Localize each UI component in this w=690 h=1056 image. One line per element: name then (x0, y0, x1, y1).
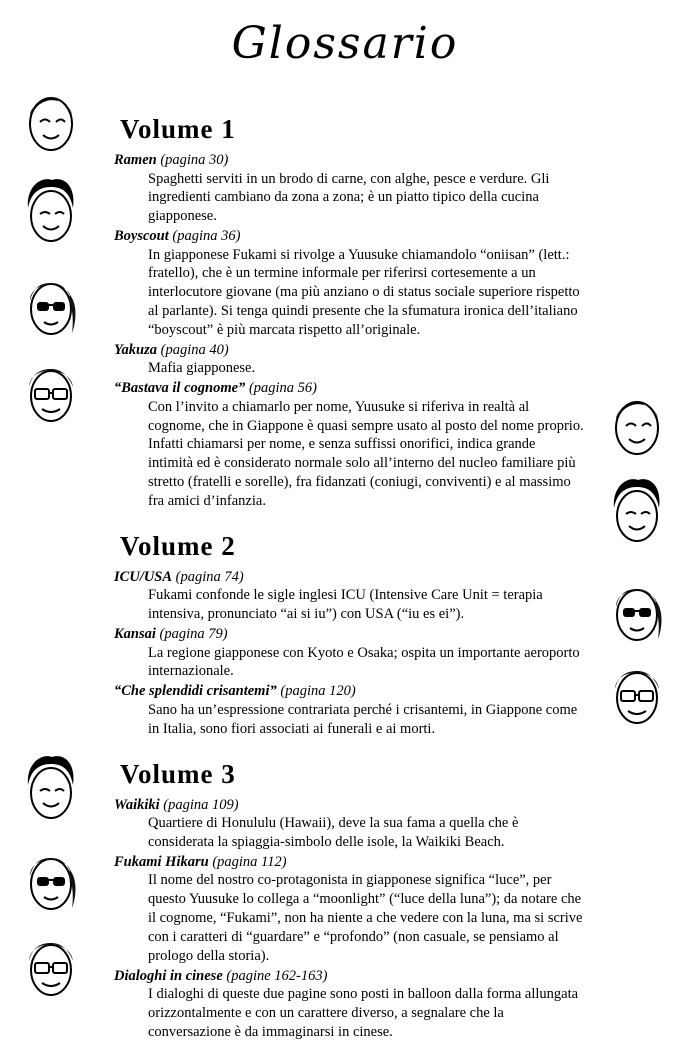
entry-body: I dialoghi di queste due pagine sono posti in balloon dalla forma allungata orizzontalmente e con un carattere diverso, a segnalare che la conversazione è da immaginarsi in cinese. (148, 986, 579, 1040)
entry-heading (114, 568, 584, 587)
entry-heading (114, 853, 584, 872)
volume-section-3 (114, 759, 584, 1042)
entry-heading (114, 379, 584, 398)
glossary-content (114, 114, 584, 1056)
entry-page-ref: (pagina 79) (159, 626, 228, 643)
entry-term: ICU/USA (114, 568, 173, 585)
glossary-entry (114, 853, 584, 966)
face-glasses-man-icon (18, 354, 84, 432)
entry-term: Yakuza (114, 341, 157, 358)
entry-body: Mafia giapponese. (148, 360, 256, 377)
entry-page-ref: (pagina 112) (212, 853, 287, 870)
entry-body: Il nome del nostro co-protagonista in giapponese significa “luce”, per questo Yuusuke lo collega a “moonlight” (“luce della luna”); da notare che il cognome, “Fukami”, non ha niente a che vedere con la luna, ma si scrive con i caratteri di “guardare” e “profondo” (non casuale, se pensiamo al prologo della storia). (148, 872, 583, 964)
entry-heading (114, 151, 584, 170)
glossary-entry (114, 967, 584, 1042)
face-dark-hair-smiling-icon (604, 472, 670, 550)
face-dark-hair-smiling-icon (18, 749, 84, 827)
entry-page-ref: (pagina 36) (172, 228, 241, 245)
entry-page-ref: (pagina 120) (280, 683, 356, 700)
entry-heading (114, 682, 584, 701)
entry-body: Con l’invito a chiamarlo per nome, Yuusuke si riferiva in realtà al cognome, che in Giappone è quasi sempre usato al posto del nome proprio. Infatti chiamarsi per nome, e senza suffissi onorifici, indica grande intimità ed è considerato normale solo all’interno del nucleo familiare più stretto (fratelli e sorelle), fra fidanzati (coniugi, conviventi) e al massimo fra amici d’infanzia. (148, 398, 584, 509)
glossary-entry (114, 341, 584, 378)
entry-body: Quartiere di Honululu (Hawaii), deve la sua fama a quella che è considerata la spiaggia-simbolo delle isole, la Waikiki Beach. (148, 815, 519, 850)
face-glasses-man-icon (604, 656, 670, 734)
entry-heading (114, 796, 584, 815)
entry-body: Sano ha un’espressione contrariata perché i crisantemi, in Giappone come in Italia, sono fiori associati ai funerali e ai morti. (148, 701, 578, 737)
face-sunglasses-long-hair-icon (18, 842, 84, 920)
entry-page-ref: (pagina 109) (163, 796, 239, 813)
entry-heading (114, 967, 584, 986)
entry-term: “Bastava il cognome” (114, 380, 246, 397)
face-closed-eyes-light-hair-icon (604, 386, 670, 464)
volume-heading-1: Volume 1 (120, 114, 236, 144)
entry-body: La regione giapponese con Kyoto e Osaka; ospita un importante aeroporto internazionale. (148, 644, 580, 680)
face-sunglasses-long-hair-icon (604, 573, 670, 651)
entry-body: In giapponese Fukami si rivolge a Yuusuke chiamandolo “oniisan” (lett.: fratello), che è un termine informale per riferirsi cortesemente a un interlocutore giovane (ma più anziano o di status sociale superiore rispetto al parlante). Si tenga quindi presente che la sfumatura ironica dell’italiano “boyscout” è più marcata rispetto all’originale. (148, 246, 580, 338)
glossary-entry (114, 568, 584, 624)
glossary-entry (114, 682, 584, 738)
glossary-entry (114, 151, 584, 226)
entry-page-ref: (pagina 74) (175, 568, 244, 585)
face-closed-eyes-light-hair-icon (18, 82, 84, 160)
entry-page-ref: (pagina 30) (160, 152, 229, 168)
face-sunglasses-long-hair-icon (18, 267, 84, 345)
volume-section-2 (114, 531, 584, 739)
entry-term: “Che splendidi crisantemi” (114, 683, 277, 700)
entry-page-ref: (pagine 162-163) (226, 967, 328, 984)
entry-body: Spaghetti serviti in un brodo di carne, con alghe, pesce e verdure. Gli ingredienti cambiano da zona a zona; è un piatto tipico della cucina giapponese. (148, 170, 550, 225)
entry-term: Waikiki (114, 796, 160, 813)
volume-heading-3: Volume 3 (120, 758, 236, 789)
entry-term: Dialoghi in cinese (114, 967, 223, 984)
entry-term: Boyscout (114, 228, 169, 245)
entry-heading (114, 227, 584, 246)
entry-heading (114, 625, 584, 644)
volume-heading-2: Volume 2 (120, 530, 236, 561)
glossary-entry (114, 379, 584, 511)
entry-term: Ramen (114, 152, 157, 168)
volume-section-1 (114, 114, 584, 511)
entry-page-ref: (pagina 40) (160, 341, 229, 358)
entry-term: Fukami Hikaru (114, 853, 209, 870)
glossary-entry (114, 625, 584, 681)
glossary-entry (114, 227, 584, 340)
page-title: Glossario (231, 18, 459, 69)
face-dark-hair-smiling-icon (18, 172, 84, 250)
entry-body: Fukami confonde le sigle inglesi ICU (Intensive Care Unit = terapia intensiva, pronunciato “ai si iu”) con USA (“iu es ei”). (148, 587, 543, 623)
face-glasses-man-icon (18, 928, 84, 1006)
glossary-entry (114, 796, 584, 852)
entry-heading (114, 341, 584, 360)
entry-term: Kansai (114, 626, 156, 643)
entry-page-ref: (pagina 56) (248, 380, 317, 397)
